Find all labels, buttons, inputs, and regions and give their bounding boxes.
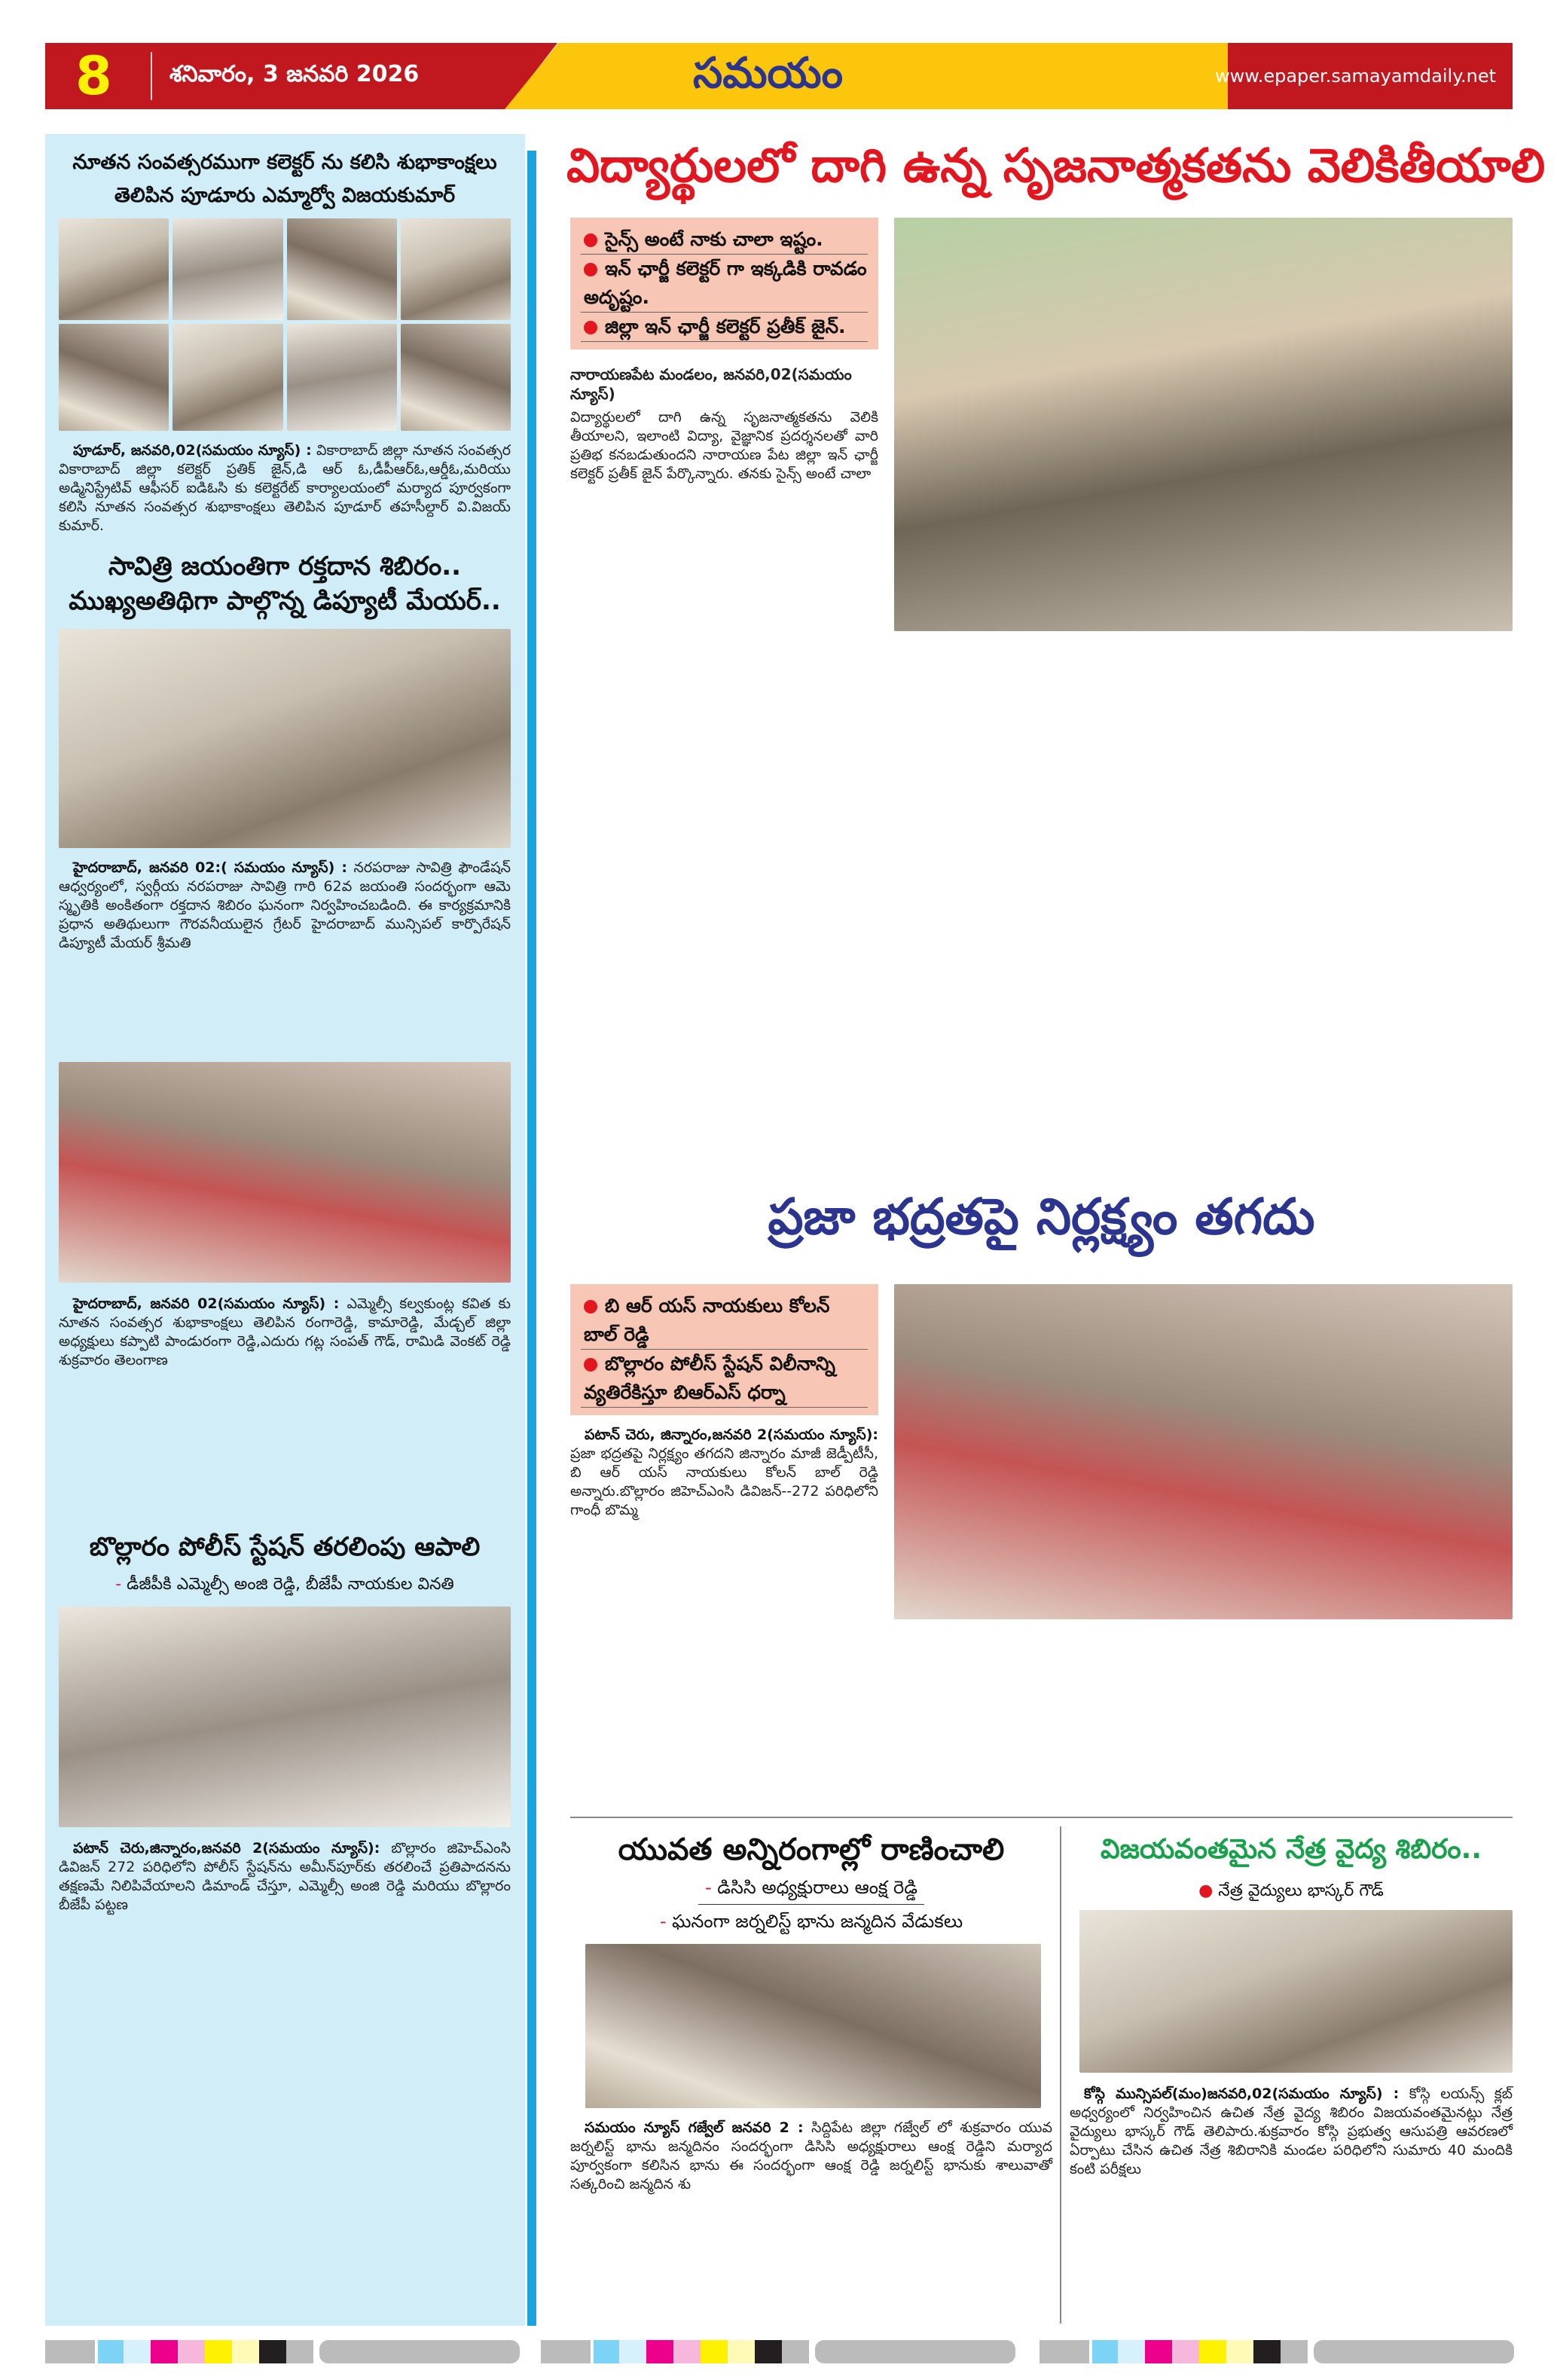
photo-science-fair — [894, 218, 1513, 631]
dateline: నారాయణపేట మండలం, జనవరి,02(సమయం న్యూస్) — [570, 365, 852, 403]
article-subhead: - డిసిసి అధ్యక్షురాలు ఆంక్ష రెడ్డి — [704, 1877, 918, 1898]
highlights-box — [570, 1284, 878, 1415]
photo — [287, 218, 397, 320]
headline-line: తెలిపిన పూడూరు ఎమ్మార్వో విజయకుమార్ — [114, 184, 456, 207]
body-text: బొల్లారం జిహెచ్ఎంసి డివిజన్ 272 పరిధిలోని పోలీస్ స్టేషన్‌ను అమీన్‌పూర్‌కు తరలించే ప్రతిపాదనను తక్షణమే నిలిపివేయాలని డిమాండ్ చేస్తూ, ఎమ్మెల్సీ అంజి రెడ్డి మరియు బొల్లారం బీజేపీ పట్టణ — [59, 1840, 511, 1913]
highlight-item: ఇన్ ఛార్జీ కలెక్టర్ గా ఇక్కడికి రావడం అదృష్టం. — [581, 255, 868, 313]
subhead-rule — [698, 1904, 924, 1905]
photo-birthday-felicitation — [585, 1944, 1041, 2108]
main-headline: విద్యార్థులలో దాగి ఉన్న సృజనాత్మకతను వెలికితీయాలి — [566, 138, 1546, 193]
body-text: నరపరాజు సావిత్రి ఫౌండేషన్ ఆధ్వర్యంలో, స్వర్గీయ నరపరాజు సావిత్రి గారి 62వ జయంతి సందర్భంగా ఆమె స్మృతికి అంకితంగా రక్తదాన శిబిరం ఘనంగా నిర్వహించబడింది. ఈ కార్యక్రమానికి ప్రధాన అతిథులుగా గౌరవనీయులైన గ్రేటర్ హైదరాబాద్ మున్సిపల్ కార్పొరేషన్ డిప్యూటీ మేయర్ శ్రీమతి — [59, 859, 511, 951]
photo — [172, 218, 282, 320]
youth-story-column — [570, 1829, 1052, 2194]
article-body — [59, 1295, 511, 1521]
article-subhead: - ఘనంగా జర్నలిస్ట్ భాను జన్మదిన వేడుకలు — [659, 1911, 963, 1932]
page-number: 8 — [75, 45, 112, 107]
dateline: పూడూర్, జనవరి,02(సమయం న్యూస్) : — [73, 442, 312, 459]
photo — [401, 218, 511, 320]
article-headline: బొల్లారం పోలీస్ స్టేషన్ తరలింపు ఆపాలి — [89, 1532, 481, 1562]
highlight-item: సైన్స్ అంటే నాకు చాలా ఇష్టం. — [581, 225, 868, 255]
article-body-continued — [894, 639, 1195, 1140]
photo-dgp-petition — [59, 1606, 511, 1827]
print-color-bar — [45, 2340, 520, 2363]
highlights-box — [570, 218, 878, 349]
article-subhead: ● నేత్ర వైద్యులు భాస్కర్ గౌడ్ — [1198, 1881, 1384, 1900]
header-divider — [151, 52, 152, 100]
dateline: కోస్గి మున్సిపల్(మం)జనవరి,02(సమయం న్యూస్) : — [1084, 2086, 1400, 2102]
article-headline — [59, 146, 511, 212]
article-body — [59, 1839, 511, 1915]
header-yellow-band — [505, 43, 1273, 109]
highlight-item: జిల్లా ఇన్ ఛార్జీ కలెక్టర్ ప్రతీక్ జైన్. — [581, 313, 868, 342]
article-subhead: - డీజీపీకి ఎమ్మెల్సీ అంజి రెడ్డి, బీజేపీ నాయకుల వినతి — [115, 1575, 454, 1594]
dateline: పటాన్ చెరు,జిన్నారం,జనవరి 2(సమయం న్యూస్): — [73, 1840, 380, 1857]
body-text: ప్రజా భద్రతపై నిర్లక్ష్యం తగదని జిన్నారం మాజీ జెడ్పీటీసీ, బి ఆర్ యస్ నాయకులు కోలన్ బాల్ రెడ్డి అన్నారు.బొల్లారం జిహెచ్ఎంసి డివిజన్--272 పరిధిలోని గాంధీ బొమ్మ — [570, 1445, 878, 1518]
photo-brs-dharna — [894, 1284, 1513, 1619]
page-header — [45, 43, 1513, 109]
issue-date: శనివారం, 3 జనవరి 2026 — [169, 61, 420, 87]
section-divider — [570, 1817, 1513, 1818]
photo-eye-camp — [1079, 1910, 1513, 2073]
second-story-column — [570, 1284, 878, 1520]
highlight-item: బి ఆర్ యస్ నాయకులు కోలన్ బాల్ రెడ్డి — [581, 1292, 868, 1350]
photo — [59, 324, 169, 431]
body-text: వికారాబాద్ జిల్లా నూతన సంవత్సర వికారాబాద్ జిల్లా కలెక్టర్ ప్రతిక్ జైన్,డి ఆర్ ఓ,డీపీఆర్ఓ,ఆర్డీఓ,మరియు అడ్మినిస్ట్రేటివ్ ఆఫీసర్ ఐడిఓసి కు కలెక్టరేట్ కార్యాలయంలో మర్యాద పూర్వకంగా కలిసి నూతన సంవత్సర శుభాకాంక్షలు తెలిపిన పూడూర్ తహసీల్దార్ వి.విజయ్ కుమార్. — [59, 442, 511, 534]
print-color-bar — [1040, 2340, 1514, 2363]
dateline: హైదరాబాద్, జనవరి 02:( సమయం న్యూస్) : — [73, 859, 347, 876]
photo-greetings-kavitha — [59, 1062, 511, 1283]
column-accent-bar — [527, 151, 536, 2326]
body-text: కోస్గి లయన్స్ క్లబ్ అధ్వర్యంలో నిర్వహించిన ఉచిత నేత్ర వైద్య శిబిరం విజయవంతమైనట్లు నేత్ర వైద్యులు భాస్కర్ గౌడ్ తెలిపారు.శుక్రవారం కోస్గి ప్రభుత్వ ఆసుపత్రి ఆవరణలో ఏర్పాటు చేసిన ఉచిత నేత్ర శిబిరానికి మండల పరిధిలోని సుమారు 40 మందికి కంటి పరీక్షలు — [1070, 2086, 1513, 2177]
highlight-item: బొల్లారం పోలీస్ స్టేషన్ విలీనాన్ని వ్యతిరేకిస్తూ బిఆర్ఎస్ ధర్నా — [581, 1350, 868, 1408]
photo — [401, 324, 511, 431]
body-text: ఎమ్మెల్సీ కల్వకుంట్ల కవిత కు నూతన సంవత్సర శుభాకాంక్షలు తెలిపిన రంగారెడ్డి, కామారెడ్డి, మేడ్చల్ జిల్లా అధ్యక్షులు కప్పాటి పాండురంగా రెడ్డి,ఎదురు గట్ల సంపత్ గౌడ్, రామిడి వెంకట్ రెడ్డి శుక్రవారం తెలంగాణ — [59, 1295, 511, 1368]
article-body — [59, 859, 511, 1047]
headline-line: ముఖ్యఅతిథిగా పాల్గొన్న డిప్యూటీ మేయర్.. — [69, 586, 501, 616]
article-headline — [59, 549, 511, 618]
masthead-logo: సమయం — [693, 49, 843, 98]
youth-headline: యువత అన్నిరంగాల్లో రాణించాలి — [618, 1832, 1005, 1867]
photo — [59, 218, 169, 320]
article-body-continued — [1211, 639, 1513, 1140]
subhead-text: ఘనంగా జర్నలిస్ట్ భాను జన్మదిన వేడుకలు — [672, 1911, 963, 1932]
article-body — [1070, 2085, 1513, 2179]
article-body — [570, 1426, 878, 1520]
dateline: పటాన్ చెరు, జిన్నారం,జనవరి 2(సమయం న్యూస్): — [585, 1426, 878, 1443]
article-body — [570, 2119, 1052, 2194]
eye-camp-headline: విజయవంతమైన నేత్ర వైద్య శిబిరం.. — [1100, 1834, 1482, 1865]
dateline: సమయం న్యూస్ గజ్వేల్ జనవరి 2 : — [585, 2119, 804, 2136]
dateline: హైదరాబాద్, జనవరి 02(సమయం న్యూస్) : — [73, 1295, 340, 1312]
second-headline: ప్రజా భద్రతపై నిర్లక్ష్యం తగదు — [768, 1188, 1315, 1246]
photo-grid — [59, 218, 511, 431]
subhead-text: డీజీపీకి ఎమ్మెల్సీ అంజి రెడ్డి, బీజేపీ నాయకుల వినతి — [127, 1575, 454, 1594]
main-story-column — [570, 218, 878, 484]
photo — [172, 324, 282, 431]
headline-line: నూతన సంవత్సరముగా కలెక్టర్ ను కలిసి శుభాకాంక్షలు — [72, 151, 497, 174]
body-text: సిద్దిపేట జిల్లా గజ్వేల్ లో శుక్రవారం యువ జర్నలిస్ట్ భాను జన్మదినం సందర్భంగా డిసిసి అధ్యక్షురాలు ఆంక్ష రెడ్డిని మర్యాద పూర్వకంగా కలిసిన భాను ఈ సందర్భంగా ఆంక్ష రెడ్డి జర్నలిస్ట్ భానుకు శాలువాతో సత్కరించి జన్మదిన శు — [570, 2119, 1052, 2192]
subhead-text: డిసిసి అధ్యక్షురాలు ఆంక్ష రెడ్డి — [717, 1877, 918, 1898]
photo — [287, 324, 397, 431]
epaper-url[interactable]: www.epaper.samayamdaily.net — [1215, 66, 1496, 87]
subhead-text: నేత్ర వైద్యులు భాస్కర్ గౌడ్ — [1218, 1881, 1384, 1900]
print-color-bar — [541, 2340, 1015, 2363]
headline-line: సావిత్రి జయంతిగా రక్తదాన శిబిరం.. — [108, 551, 462, 581]
article-body — [59, 441, 511, 536]
article-body: విద్యార్థులలో దాగి ఉన్న సృజనాత్మకతను వెలికి తీయాలని, ఇలాంటి విద్యా, వైజ్ఞానిక ప్రదర్శనలతో వారి ప్రతిభ కనబడుతుందని నారాయణ పేట జిల్లా ఇన్ ఛార్జీ కలెక్టర్ ప్రతీక్ జైన్ పేర్కొన్నారు. తనకు సైన్స్ అంటే చాలా — [570, 409, 878, 482]
left-sidebar-column — [45, 134, 525, 2326]
column-divider — [1060, 1826, 1061, 2324]
eye-camp-story-column — [1070, 1829, 1513, 2179]
photo-blood-donation-camp — [59, 629, 511, 848]
